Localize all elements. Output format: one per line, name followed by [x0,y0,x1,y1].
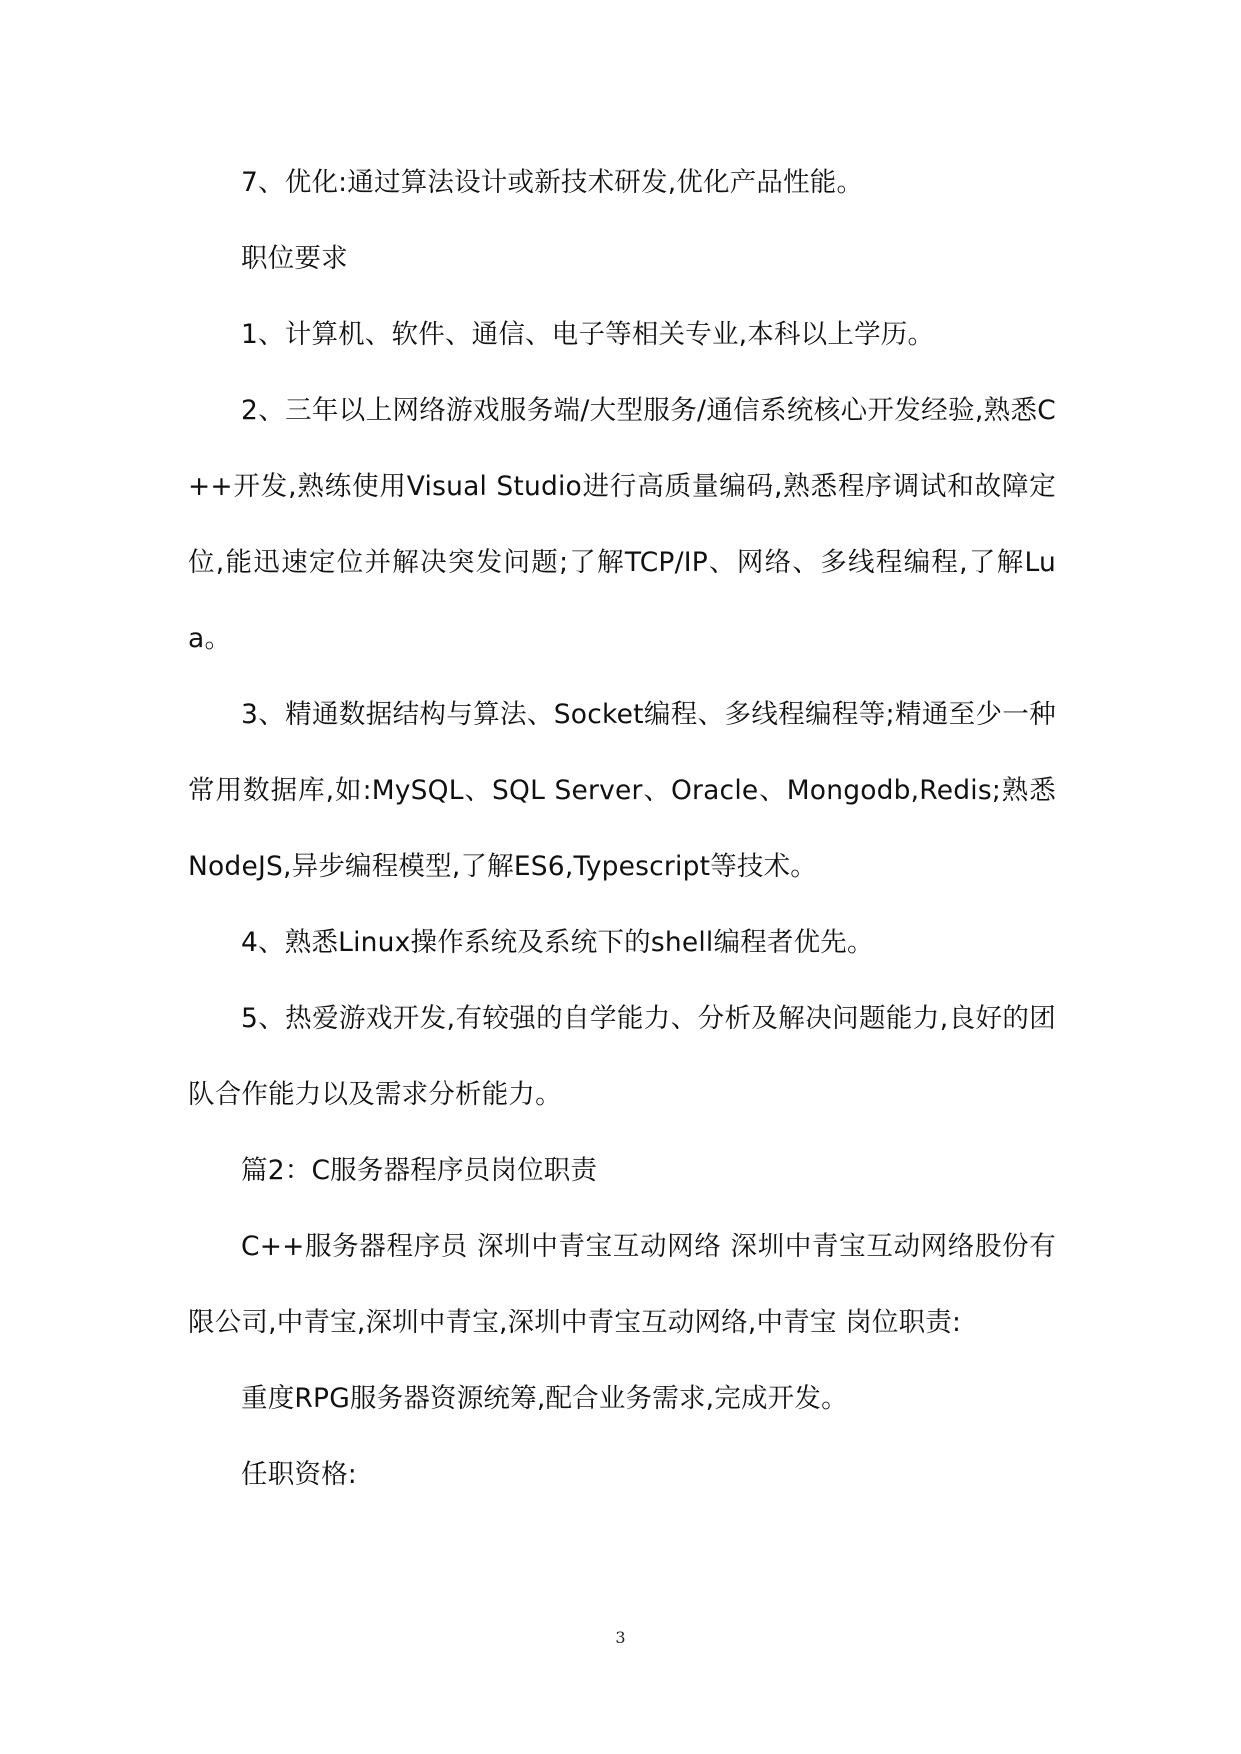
paragraph-duty: 重度RPG服务器资源统筹,配合业务需求,完成开发。 [241,1383,848,1414]
paragraph-requirement-2: 2、三年以上网络游戏服务端/大型服务/通信系统核心开发经验,熟悉C++开发,熟练使用Visual Studio进行高质量编码,熟悉程序调试和故障定位,能迅速定位并解决突发问题;了解TCP/IP、网络、多线程编程,了解Lua。 [188,395,1056,654]
page-number: 3 [615,1628,626,1647]
document-body [188,145,1056,1513]
paragraph-requirement-5: 5、热爱游戏开发,有较强的自学能力、分析及解决问题能力,良好的团队合作能力以及需求分析能力。 [188,1003,1056,1110]
paragraph-optimization: 7、优化:通过算法设计或新技术研发,优化产品性能。 [241,167,864,198]
paragraph-requirement-3: 3、精通数据结构与算法、Socket编程、多线程编程等;精通至少一种常用数据库,如:MySQL、SQL Server、Oracle、Mongodb,Redis;熟悉NodeJS,异步编程模型,了解ES6,Typescript等技术。 [188,699,1056,882]
heading-qualifications: 任职资格: [241,1459,357,1490]
heading-job-requirements: 职位要求 [241,243,348,274]
paragraph-requirement-4: 4、熟悉Linux操作系统及系统下的shell编程者优先。 [241,927,874,958]
paragraph-requirement-1: 1、计算机、软件、通信、电子等相关专业,本科以上学历。 [241,319,935,350]
section-heading-article-2: 篇2：C服务器程序员岗位职责 [241,1155,598,1186]
paragraph-company-info: C++服务器程序员 深圳中青宝互动网络 深圳中青宝互动网络股份有限公司,中青宝,深圳中青宝,深圳中青宝互动网络,中青宝 岗位职责: [188,1231,1056,1338]
